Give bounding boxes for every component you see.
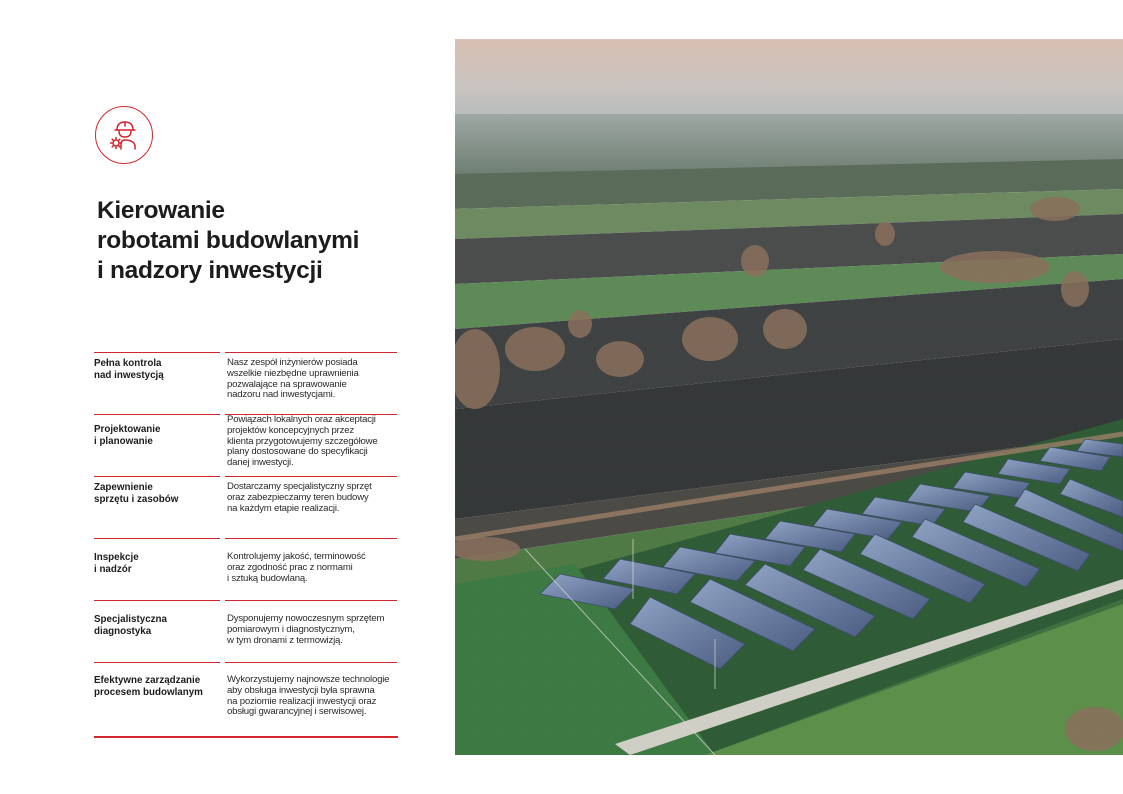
service-description: Kontrolujemy jakość, terminowość oraz zgodność prac z normami i sztuką budowlaną. xyxy=(227,551,366,584)
divider xyxy=(225,662,397,663)
service-description: Dostarczamy specjalistyczny sprzęt oraz zabezpieczamy teren budowy na każdym etapie realizacji. xyxy=(227,481,372,514)
title-line: robotami budowlanymi xyxy=(97,227,360,254)
service-title: Inspekcje i nadzór xyxy=(94,552,139,575)
divider xyxy=(225,600,397,601)
service-row xyxy=(94,414,398,476)
divider xyxy=(225,476,397,477)
service-title: Pełna kontrola nad inwestycją xyxy=(94,358,164,381)
divider xyxy=(94,414,220,415)
divider xyxy=(225,352,397,353)
service-description: Dysponujemy nowoczesnym sprzętem pomiarowym i diagnostycznym, w tym dronami z termowizją. xyxy=(227,613,385,646)
divider xyxy=(94,352,220,353)
services-list xyxy=(94,352,398,724)
service-title: Projektowanie i planowanie xyxy=(94,424,161,447)
service-row xyxy=(94,538,398,600)
page-title xyxy=(97,196,417,286)
bottom-divider xyxy=(94,736,398,738)
divider xyxy=(94,600,220,601)
title-line: Kierowanie xyxy=(97,197,225,224)
title-line: i nadzory inwestycji xyxy=(97,257,323,284)
service-description: Nasz zespół inżynierów posiada wszelkie niezbędne uprawnienia pozwalające na sprawowanie nadzoru nad inwestycjami. xyxy=(227,357,359,401)
divider xyxy=(94,662,220,663)
service-row xyxy=(94,352,398,414)
solar-farm-aerial-photo xyxy=(455,39,1123,755)
divider xyxy=(94,476,220,477)
divider xyxy=(225,538,397,539)
service-title: Specjalistyczna diagnostyka xyxy=(94,614,167,637)
divider xyxy=(94,538,220,539)
service-description: Wykorzystujemy najnowsze technologie aby obsługa inwestycji była sprawna na poziomie realizacji inwestycji oraz obsługi gwarancyjnej i serwisowej. xyxy=(227,674,390,718)
service-description: Powiązach lokalnych oraz akceptacji projektów koncepcyjnych przez klienta przygotowujemy szczegółowe plany dostosowane do specyfikacji danej inwestycji. xyxy=(227,414,378,469)
construction-worker-icon xyxy=(95,106,153,164)
service-title: Zapewnienie sprzętu i zasobów xyxy=(94,482,179,505)
service-row xyxy=(94,662,398,724)
service-row xyxy=(94,476,398,538)
service-title: Efektywne zarządzanie procesem budowlanym xyxy=(94,675,203,698)
service-row xyxy=(94,600,398,662)
